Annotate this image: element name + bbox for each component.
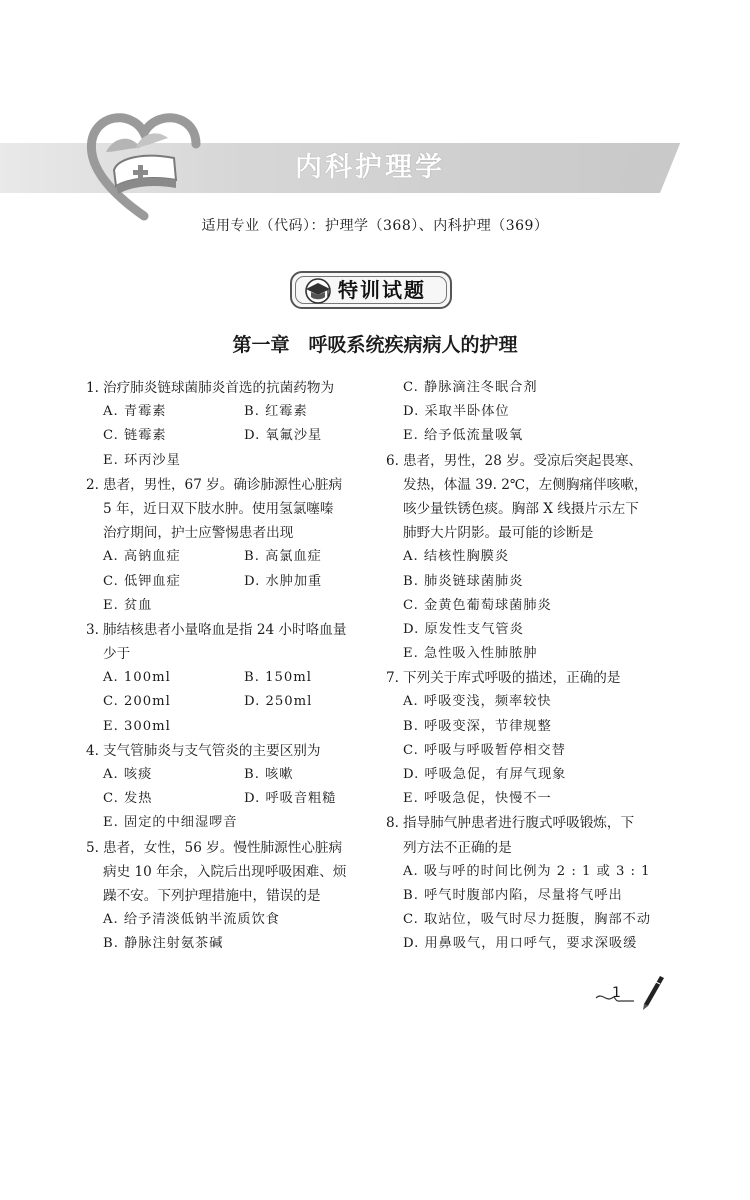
- answer-option: D. 呼吸急促，有屏气现象: [403, 767, 567, 782]
- question-text: 治疗肺炎链球菌肺炎首选的抗菌药物为: [103, 380, 335, 396]
- answer-option: A. 咳痰: [103, 767, 153, 782]
- answer-option: D. 用鼻吸气，用口呼气，要求深吸缓: [403, 936, 638, 952]
- question-text: 下列关于库式呼吸的描述，正确的是: [403, 670, 621, 687]
- answer-option: E. 300ml: [103, 718, 171, 734]
- answer-option: C. 链霉素: [103, 428, 167, 444]
- answer-option: A. 给予清淡低钠半流质饮食: [103, 912, 280, 928]
- question-number: 7.: [386, 670, 399, 687]
- answer-option: D. 氧氟沙星: [244, 428, 323, 444]
- answer-option: E. 给予低流量吸氧: [403, 428, 524, 444]
- question-stem: [386, 666, 666, 690]
- question-text-continued: 肺野大片阴影。最可能的诊断是: [403, 525, 594, 542]
- option-row: [86, 787, 366, 811]
- option-row: [86, 400, 366, 424]
- answer-option: C. 200ml: [103, 694, 171, 710]
- option-row: [86, 570, 366, 594]
- answer-option: B. 肺炎链球菌肺炎: [403, 573, 524, 589]
- answer-option: C. 取站位，吸气时尽力挺腹，胸部不动: [403, 912, 652, 928]
- question-text-continued: 5 年，近日双下肢水肿。使用氢氯噻嗪: [103, 500, 334, 517]
- answer-option: A. 吸与呼的时间比例为 2 : 1 或 3 : 1: [403, 863, 651, 879]
- chapter-title: 第一章 呼吸系统疾病病人的护理: [232, 334, 518, 356]
- answer-option: A. 青霉素: [103, 404, 167, 420]
- question-number: 6.: [386, 452, 399, 469]
- answer-option: B. 呼吸变深，节律规整: [403, 718, 552, 734]
- question-number: 1.: [86, 380, 99, 396]
- answer-option: D. 水肿加重: [244, 573, 323, 589]
- book-title: 内科护理学: [295, 152, 445, 183]
- question-text-continued: 列方法不正确的是: [403, 839, 512, 856]
- question-text-continued: 发热，体温 39. 2℃，左侧胸痛伴咳嗽，: [403, 476, 648, 493]
- answer-option: A. 高钠血症: [103, 549, 181, 565]
- answer-option: C. 呼吸与呼吸暂停相交替: [403, 742, 566, 758]
- question-stem: [86, 376, 366, 400]
- answer-option: B. 高氯血症: [244, 549, 322, 565]
- question-number: 8.: [386, 815, 399, 832]
- question-stem: [86, 473, 366, 497]
- option-row: [86, 690, 366, 714]
- question-number: 2.: [86, 476, 99, 493]
- option-row: [86, 666, 366, 690]
- answer-option: A. 100ml: [103, 670, 171, 686]
- answer-option: E. 急性吸入性肺脓肿: [403, 646, 538, 662]
- question-text-continued: 躁不安。下列护理措施中，错误的是: [103, 887, 321, 904]
- answer-option: C. 金黄色葡萄球菌肺炎: [403, 597, 552, 613]
- question-text-continued: 治疗期间，护士应警惕患者出现: [103, 525, 294, 542]
- question-text: 患者，女性，56 岁。慢性肺源性心脏病: [103, 839, 343, 856]
- applicable-majors-subtitle: 适用专业（代码）：护理学（368）、内科护理（369）: [201, 218, 549, 234]
- answer-option: B. 咳嗽: [244, 767, 294, 782]
- question-column-right: [386, 376, 666, 957]
- nurse-cap-heart-icon: [84, 108, 204, 223]
- answer-option: A. 结核性胸膜炎: [403, 549, 510, 565]
- question-stem: [86, 836, 366, 860]
- question-text-continued: 咳少量铁锈色痰。胸部 X 线摄片示左下: [403, 500, 639, 517]
- question-text: 患者，男性，28 岁。受凉后突起畏寒、: [403, 452, 643, 469]
- question-number: 4.: [86, 742, 99, 759]
- answer-option: D. 采取半卧体位: [403, 404, 510, 420]
- page-number: 1: [612, 985, 621, 1001]
- option-row: [86, 424, 366, 448]
- question-text: 指导肺气肿患者进行腹式呼吸锻炼，下: [403, 815, 635, 832]
- answer-option: B. 150ml: [244, 670, 312, 686]
- question-column-left: [86, 376, 366, 957]
- option-row: [86, 545, 366, 569]
- question-stem: [386, 811, 666, 835]
- answer-option: C. 发热: [103, 791, 153, 807]
- special-training-badge: [290, 271, 452, 309]
- answer-option: D. 250ml: [244, 694, 313, 710]
- answer-option: C. 静脉滴注冬眠合剂: [403, 380, 538, 395]
- answer-option: C. 低钾血症: [103, 573, 181, 589]
- question-text: 肺结核患者小量咯血是指 24 小时咯血量: [103, 621, 347, 638]
- answer-option: E. 贫血: [103, 597, 153, 613]
- question-stem: [386, 449, 666, 473]
- answer-option: E. 呼吸急促，快慢不一: [403, 791, 552, 807]
- question-number: 5.: [86, 839, 99, 856]
- graduation-cap-icon: [300, 278, 336, 304]
- option-row: [86, 763, 366, 787]
- question-text: 患者，男性，67 岁。确诊肺源性心脏病: [103, 476, 343, 493]
- answer-option: A. 呼吸变浅，频率较快: [403, 694, 552, 710]
- answer-option: E. 环丙沙星: [103, 452, 181, 468]
- answer-option: E. 固定的中细湿啰音: [103, 815, 238, 831]
- question-stem: [86, 618, 366, 642]
- question-number: 3.: [86, 621, 99, 638]
- answer-option: B. 静脉注射氨茶碱: [103, 936, 224, 952]
- answer-option: D. 呼吸音粗糙: [244, 791, 337, 807]
- question-text-continued: 病史 10 年余，入院后出现呼吸困难、烦: [103, 863, 347, 880]
- question-text-continued: 少于: [103, 646, 131, 663]
- question-stem: [86, 739, 366, 763]
- answer-option: B. 呼气时腹部内陷，尽量将气呼出: [403, 887, 623, 903]
- answer-option: B. 红霉素: [244, 404, 308, 420]
- question-text: 支气管肺炎与支气管炎的主要区别为: [103, 742, 321, 759]
- badge-label: 特训试题: [338, 278, 426, 302]
- answer-option: D. 原发性支气管炎: [403, 621, 524, 637]
